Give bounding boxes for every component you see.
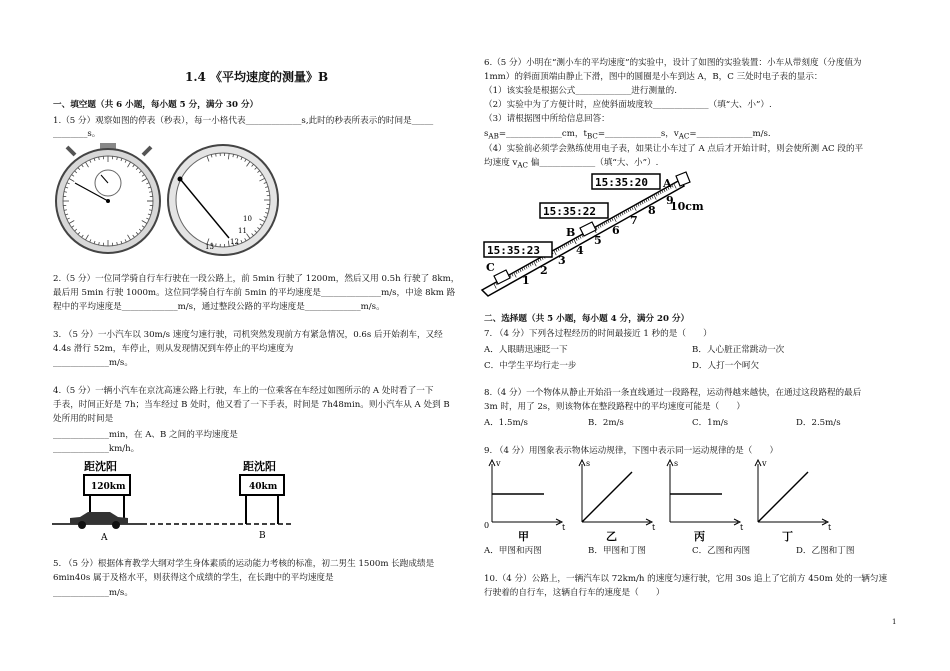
q6-line-4: （2）实验中为了方便计时，应使斜面坡度较_____________（填“大、小”）. — [484, 100, 772, 110]
sign-a-name: 距沈阳 — [84, 460, 117, 473]
graph-yi-ylabel: s — [586, 459, 591, 468]
q3-line-1: 3. （5 分）一小汽车以 30m/s 速度匀速行驶，司机突然发现前方有紧急情况，0.6s 后开始刹车，又经 — [53, 330, 443, 340]
q8-line-1: 8.（4 分）一个物体从静止开始沿一条直线通过一段路程，运动得越来越快，在通过这段路程的最后 — [484, 388, 862, 398]
q10-line-1: 10.（4 分）公路上，一辆汽车以 72km/h 的速度匀速行驶，它用 30s 追上了它前方 450m 处的一辆匀速 — [484, 574, 888, 584]
graph-jia-xlabel: t — [562, 523, 566, 532]
graph-jia — [489, 459, 566, 543]
q2-line-2: 最后用 5min 行驶 1000m。这位同学骑自行车前 5min 的平均速度是______________m/s，中途 8km 路 — [53, 288, 456, 298]
q4-line-1: 4.（5 分）一辆小汽车在京沈高速公路上行驶，车上的一位乘客在车经过如图所示的 A 处时看了一下 — [53, 386, 434, 396]
ramp-board — [482, 180, 684, 296]
graph-ding-xlabel: t — [828, 523, 832, 532]
q7-option-d[interactable]: D．人打一个呵欠 — [692, 361, 760, 371]
q1-line-1: 1.（5 分）观察如图的停表（秒表），每一小格代表_____________s,此时的秒表所表示的时间是_____ — [53, 116, 434, 126]
q4-line-3: 处所用的时间是 — [53, 414, 114, 424]
q4-line-2: 手表，时间正好是 7h；当车经过 B 处时，他又看了一下手表，时间是 7h48min。则小汽车从 A 处到 B — [53, 400, 450, 410]
ramp-number-1: 1 — [522, 274, 530, 287]
graph-jia-name: 甲 — [518, 530, 529, 543]
point-c-label: C — [486, 261, 495, 274]
q1-line-2: ________s。 — [53, 129, 101, 139]
ramp-number-2: 2 — [540, 264, 548, 277]
graph-yi — [579, 459, 656, 543]
q3-line-2: 4.4s 滑行 52m，车停止，则从发现情况到车停止的平均速度为 — [53, 344, 294, 354]
ramp-number-3: 3 — [558, 254, 566, 267]
point-a-label: A — [663, 177, 672, 190]
ramp-number-4: 4 — [576, 244, 584, 257]
sign-b-name: 距沈阳 — [243, 460, 276, 473]
q4-line-4: _____________min，在 A、B 之间的平均速度是 — [53, 430, 238, 440]
road-signs-figure — [52, 458, 302, 548]
q5-line-2: 6min40s 属于及格水平，则获得这个成绩的学生，在长跑中的平均速度是 — [53, 573, 334, 583]
page-title: 1.4 《平均速度的测量》B — [185, 70, 329, 84]
dial-tick — [266, 208, 269, 209]
graph-bing-ylabel: s — [674, 459, 679, 468]
q8-option-a[interactable]: A．1.5m/s — [484, 418, 528, 428]
graph-ding — [755, 459, 832, 543]
graph-ding-name: 丁 — [782, 530, 793, 543]
ramp-number-6: 6 — [612, 224, 620, 237]
q8-option-c[interactable]: C．1m/s — [692, 418, 729, 428]
q9-option-c[interactable]: C．乙图和丙图 — [692, 546, 751, 556]
q6-line-7: （4）实验前必须学会熟练使用电子表，如果让小车过了 A 点后才开始计时，则会使所测 AC 段的平 — [484, 144, 864, 154]
ramp-unit-label: 10cm — [670, 200, 704, 213]
graph-origin: 0 — [484, 521, 490, 530]
graph-bing-name: 丙 — [694, 530, 705, 543]
dial-tick — [266, 191, 269, 192]
timer-b-text: 15:35:22 — [543, 205, 596, 218]
page-number: 1 — [892, 618, 897, 626]
graph-ding-ylabel: v — [762, 459, 767, 468]
graph-bing-xlabel: t — [740, 523, 744, 532]
dial-number-11: 11 — [238, 227, 247, 235]
q2-line-3: 程中的平均速度是_____________m/s，通过整段公路的平均速度是_____________m/s。 — [53, 302, 385, 312]
ramp-number-8: 8 — [648, 204, 656, 217]
q2-line-1: 2.（5 分）一位同学骑自行车行驶在一段公路上，前 5min 行驶了 1200m，然后又用 0.5h 行驶了 8km， — [53, 274, 460, 284]
q9-option-a[interactable]: A．甲图和丙图 — [484, 546, 542, 556]
q7-option-a[interactable]: A．人眼睛迅速眨一下 — [484, 345, 568, 355]
ramp-number-5: 5 — [594, 234, 602, 247]
q9-option-d[interactable]: D．乙图和丁图 — [796, 546, 855, 556]
car-icon — [70, 512, 128, 529]
q6-line-8: 均速度 $v_{AC}$ 偏_____________（填“大、小”）. — [484, 158, 659, 170]
q7-stem: 7. （4 分）下列各过程经历的时间最接近 1 秒的是（ ） — [484, 329, 712, 339]
section-choice-heading: 二、选择题（共 5 小题，每小题 4 分，满分 20 分） — [484, 314, 690, 324]
timer-c-text: 15:35:23 — [487, 244, 540, 257]
ramp-number-7: 7 — [630, 214, 638, 227]
graph-jia-ylabel: v — [496, 459, 501, 468]
graph-bing — [667, 459, 744, 543]
q7-option-c[interactable]: C．中学生平均行走一步 — [484, 361, 577, 371]
section-fill-heading: 一、填空题（共 6 小题，每小题 5 分，满分 30 分） — [53, 100, 259, 110]
q9-option-b[interactable]: B．甲图和丁图 — [588, 546, 646, 556]
q3-line-3: _____________m/s。 — [53, 358, 133, 368]
q7-option-b[interactable]: B．人心脏正常跳动一次 — [692, 345, 785, 355]
stopwatch-full — [56, 143, 160, 253]
ramp-figure — [480, 172, 704, 297]
q10-line-2: 行驶着的自行车，这辆自行车的速度是（ ） — [484, 588, 665, 598]
dial-number-10: 10 — [243, 215, 252, 223]
dial-number-13: 13 — [205, 243, 214, 251]
motion-graphs — [482, 458, 842, 543]
sign-a-distance: 120km — [91, 482, 126, 492]
sign-b-distance: 40km — [249, 482, 278, 492]
stopwatch-figure — [55, 143, 295, 253]
q5-line-3: _____________m/s。 — [53, 588, 133, 598]
q4-line-5: _____________km/h。 — [53, 444, 140, 454]
q8-option-b[interactable]: B．2m/s — [588, 418, 624, 428]
stopwatch-zoom — [168, 145, 278, 255]
ramp-number-9: 9 — [666, 194, 674, 207]
q6-line-5: （3）请根据图中所给信息回答： — [484, 114, 610, 124]
q6-line-3: （1）该实验是根据公式_____________进行测量的. — [484, 86, 677, 96]
point-b-label: B — [566, 226, 576, 239]
label-a: A — [101, 533, 108, 543]
q8-option-d[interactable]: D．2.5m/s — [796, 418, 841, 428]
q6-line-1: 6.（5 分）小明在“测小车的平均速度”的实验中，设计了如图的实验装置：小车从带刻度（分度值为 — [484, 58, 862, 68]
q6-line-6: $s_{AB}=\_\_\_\_\_\_\_\_\_\_\_\_\_cm$，$t_{BC}=\_\_\_\_\_\_\_\_\_\_\_\_\_s$，$v_{AC}=\_\_\_\_\_\_\_\_\_\_\_\_\_m/s$. — [484, 129, 771, 141]
label-b: B — [259, 531, 266, 541]
q6-line-2: 1mm）的斜面顶端由静止下滑，图中的圆圈是小车到达 A，B，C 三处时电子表的显示： — [484, 72, 823, 82]
graph-yi-name: 乙 — [606, 530, 617, 543]
q5-line-1: 5. （5 分）根据体育教学大纲对学生身体素质的运动能力考核的标准，初二男生 1500m 长跑成绩是 — [53, 559, 435, 569]
timer-a-text: 15:35:20 — [595, 176, 648, 189]
graph-yi-xlabel: t — [652, 523, 656, 532]
dial-number-12: 12 — [230, 238, 239, 246]
q9-stem: 9. （4 分）用图象表示物体运动规律，下图中表示同一运动规律的是（ ） — [484, 446, 779, 456]
q8-line-2: 3m 时，用了 2s，则该物体在整段路程中的平均速度可能是（ ） — [484, 402, 745, 412]
